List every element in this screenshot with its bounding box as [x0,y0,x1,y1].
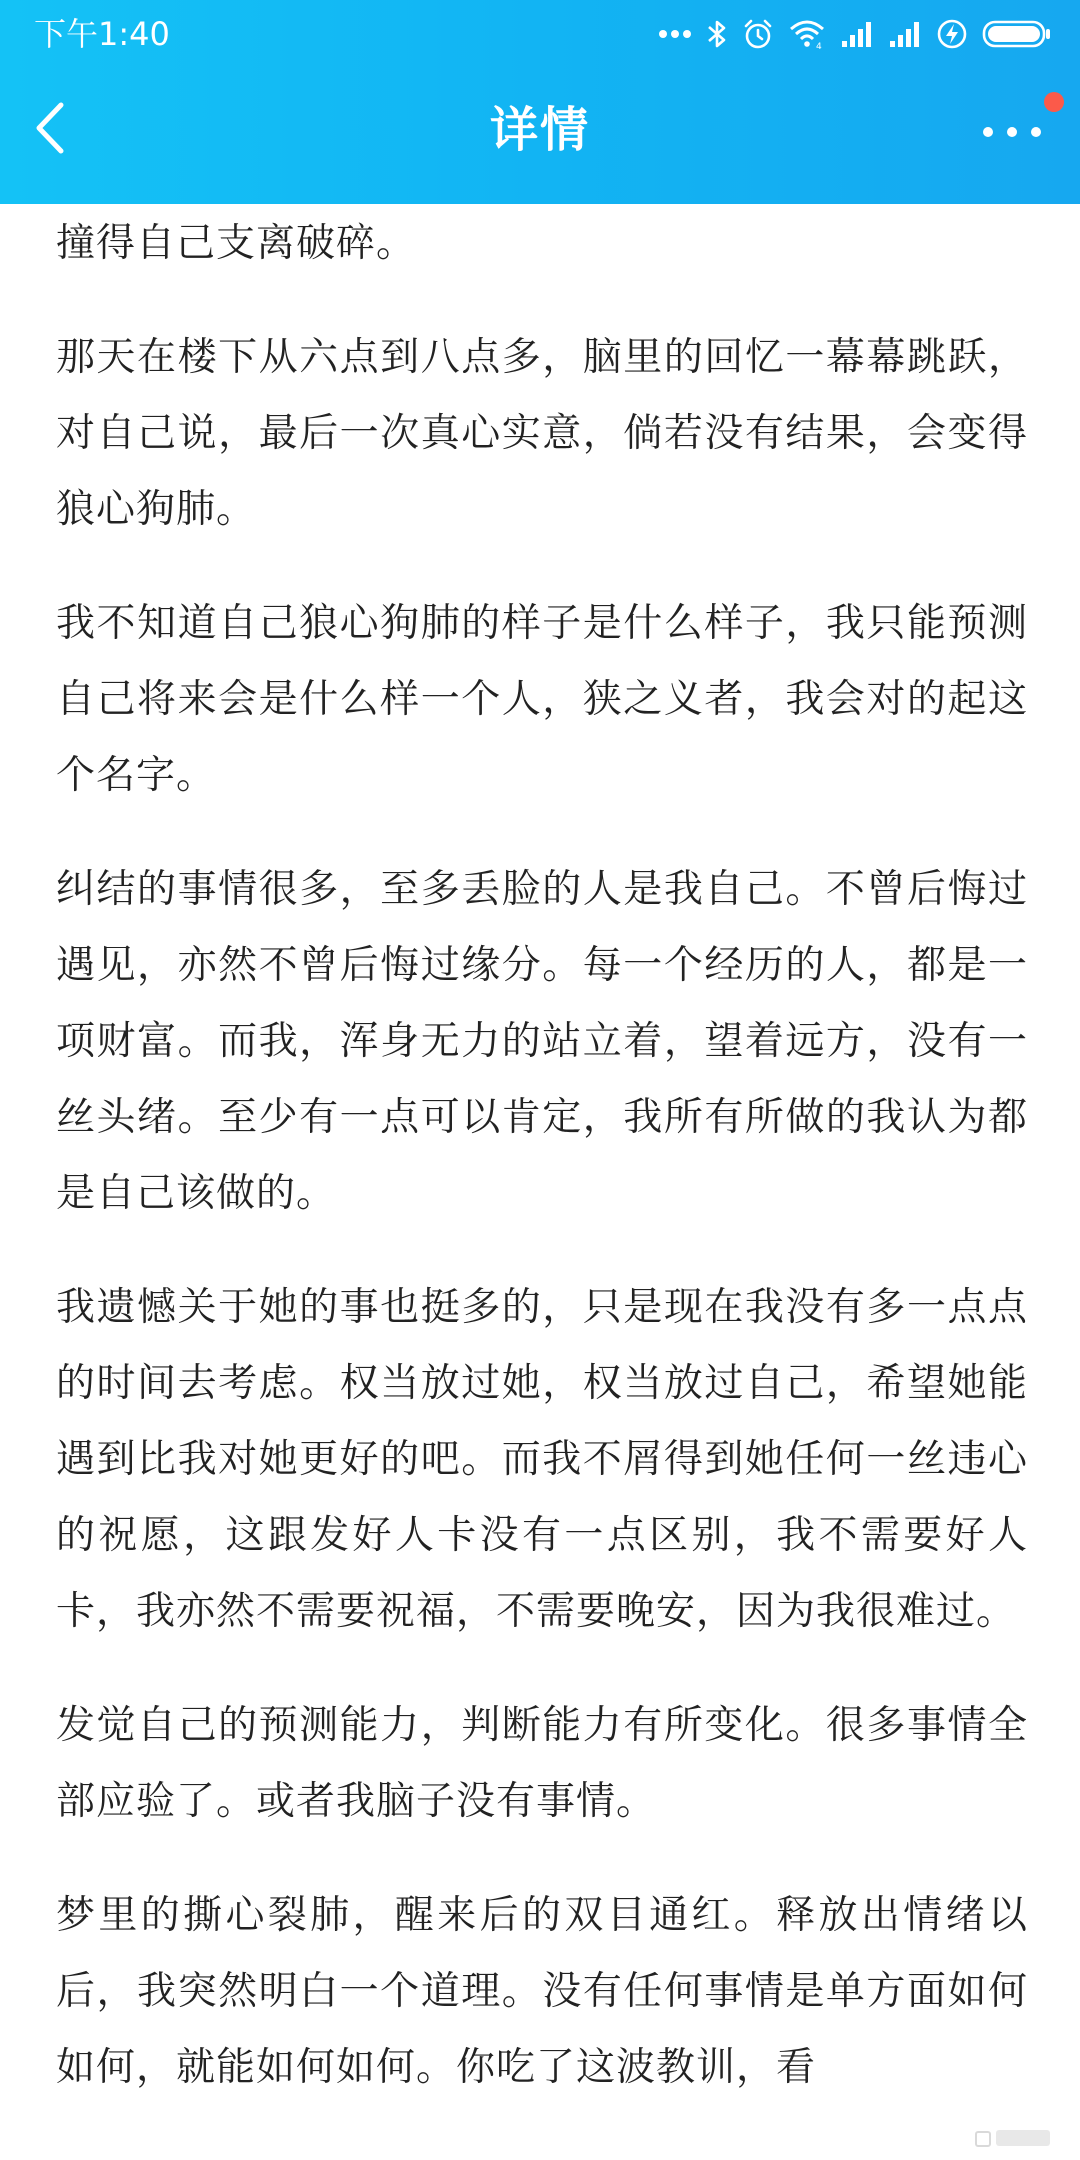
article-paragraph: 那天在楼下从六点到八点多，脑里的回忆一幕幕跳跃，对自己说，最后一次真心实意，倘若没有结果，会变得狼心狗肺。 [56,335,1028,532]
article-paragraph: 我不知道自己狼心狗肺的样子是什么样子，我只能预测自己将来会是什么样一个人，狭之义者，我会对的起这个名字。 [56,601,1028,798]
article-paragraph: 发觉自己的预测能力，判断能力有所变化。很多事情全部应验了。或者我脑子没有事情。 [56,1703,1028,1824]
more-options-button[interactable] [974,102,1050,162]
status-time: 下午1:40 [34,15,170,53]
status-bar [0,0,1080,66]
charging-icon [936,16,968,52]
svg-text:4: 4 [816,42,822,50]
notification-dot [1044,92,1064,112]
wifi-icon [788,16,826,52]
article-paragraph: 撞得自己支离破碎。 [56,221,417,266]
signal-icon-2 [888,16,922,52]
status-icons [658,16,1052,52]
watermark-logo [974,2124,1054,2152]
alarm-icon [742,16,774,52]
article-body [56,204,1028,2144]
article-paragraph: 纠结的事情很多，至多丢脸的人是我自己。不曾后悔过遇见，亦然不曾后悔过缘分。每一个经历的人，都是一项财富。而我，浑身无力的站立着，望着远方，没有一丝头绪。至少有一点可以肯定，我所有所做的我认为都是自己该做的。 [56,867,1028,1216]
bluetooth-icon [706,16,728,52]
app-header [0,0,1080,204]
page-title: 详情 [489,102,590,158]
more-dots-icon [658,16,692,52]
signal-icon [840,16,874,52]
article-paragraph: 我遗憾关于她的事也挺多的，只是现在我没有多一点点的时间去考虑。权当放过她，权当放过自己，希望她能遇到比我对她更好的吧。而我不屑得到她任何一丝违心的祝愿，这跟发好人卡没有一点区别，我不需要好人卡，我亦然不需要祝福，不需要晚安，因为我很难过。 [56,1285,1028,1634]
battery-icon [982,16,1052,52]
navigation-bar [0,66,1080,204]
more-horizontal-icon [982,123,1042,142]
article-paragraph: 梦里的撕心裂肺，醒来后的双目通红。释放出情绪以后，我突然明白一个道理。没有任何事情是单方面如何如何，就能如何如何。你吃了这波教训，看 [56,1893,1028,2090]
